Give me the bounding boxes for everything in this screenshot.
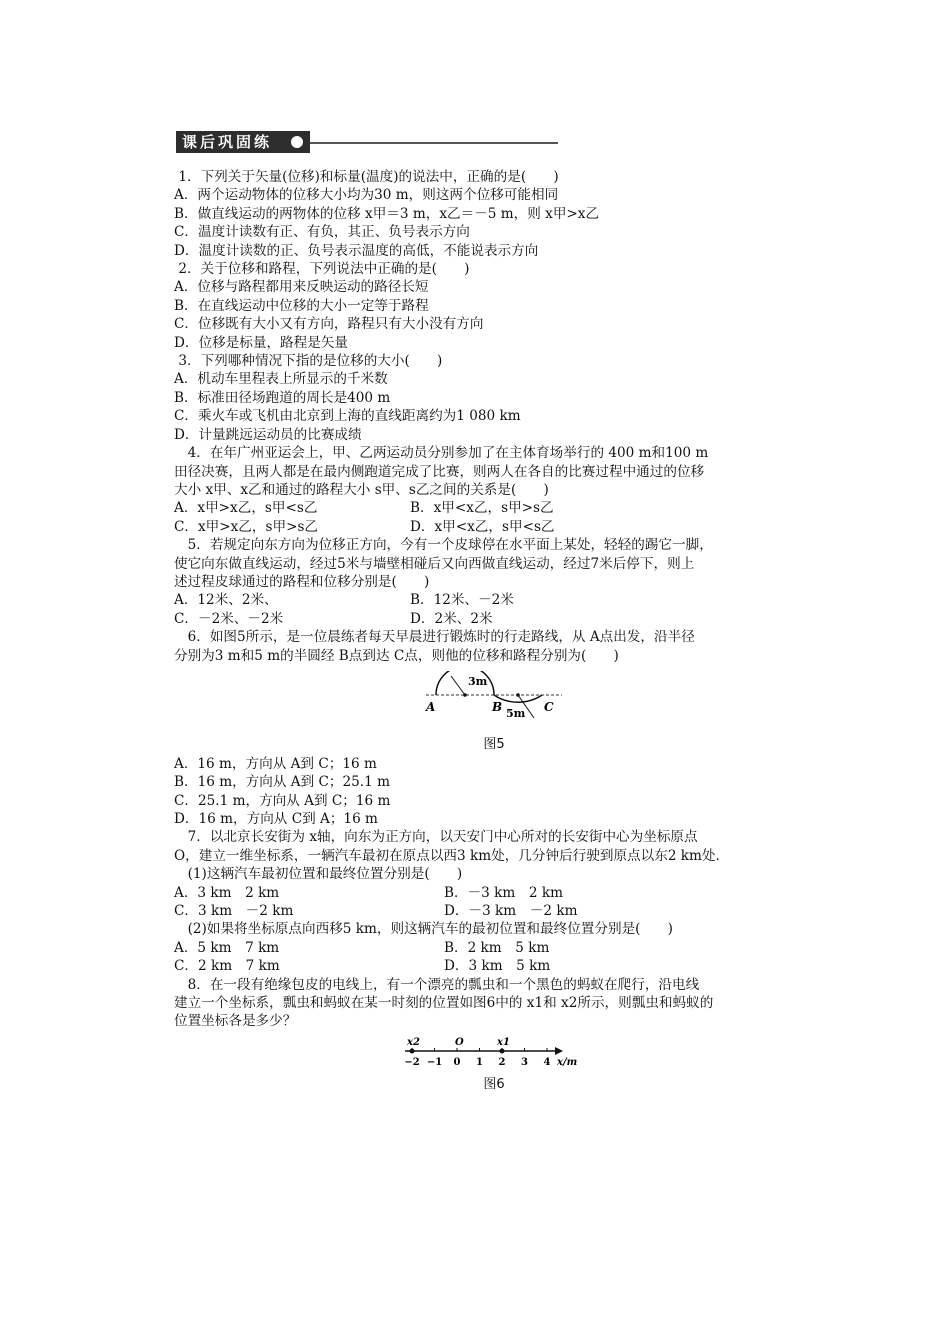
bullet-dot-icon (291, 136, 303, 148)
figure-5 (174, 671, 814, 755)
q1-stem: 1．下列关于矢量(位移)和标量(温度)的说法中，正确的是( ) (174, 169, 559, 185)
q6-option-a: A．16 m，方向从 A到 C；16 m (174, 755, 377, 772)
header-rule (310, 142, 558, 144)
q5-options-row2 (174, 610, 814, 628)
q4-stem-line3: 大小 x甲、x乙和通过的路程大小 s甲、s乙之间的关系是( ) (174, 481, 549, 498)
fig6-axis-label: x/m (557, 1056, 578, 1068)
fig5-label-r2: 5m (506, 706, 526, 720)
q7-part1-option-a: A．3 km 2 km (174, 884, 280, 901)
q4-options-row1 (174, 499, 814, 517)
q5-option-a: A．12米、2米、 (174, 592, 278, 609)
q5-options-row1 (174, 591, 814, 609)
q8-stem-line1: 8．在一段有绝缘包皮的电线上，有一个漂亮的瓢虫和一个黑色的蚂蚁在爬行，沿电线 (174, 976, 700, 993)
q3-option-c: C．乘火车或飞机由北京到上海的直线距离约为1 080 km (174, 408, 521, 425)
q6-stem-line1: 6．如图5所示，是一位晨练者每天早晨进行锻炼时的行走路线，从 A点出发，沿半径 (174, 629, 695, 646)
q2-option-a: A．位移与路程都用来反映运动的路径长短 (174, 279, 429, 296)
q4-option-d: D．x甲<x乙，s甲<s乙 (410, 518, 555, 535)
exercise-body (174, 168, 814, 1095)
figure-6 (174, 1035, 814, 1095)
q3-option-d: D．计量跳远运动员的比赛成绩 (174, 426, 362, 443)
x1-point (500, 1048, 505, 1053)
q4-stem-line2: 田径决赛，且两人都是在最内侧跑道完成了比赛，则两人在各自的比赛过程中通过的位移 (174, 463, 705, 480)
q6-option-b: B．16 m，方向从 A到 C；25.1 m (174, 774, 390, 791)
q7-stem-line2: O，建立一维坐标系，一辆汽车最初在原点以西3 km处，几分钟后行驶到原点以东2 km处. (174, 847, 720, 864)
tick-label: 1 (476, 1056, 483, 1068)
tick-label: −1 (426, 1056, 443, 1068)
q8-stem-line3: 位置坐标各是多少？ (174, 1013, 297, 1030)
tick-label: 2 (498, 1056, 506, 1068)
figure-6-caption: 图6 (483, 1077, 505, 1093)
semicircle-path-diagram (424, 671, 564, 729)
fig5-label-r1: 3m (468, 674, 488, 688)
fig6-label-x1: x1 (497, 1036, 510, 1048)
tick-label: 0 (453, 1056, 461, 1068)
q6-option-d: D．16 m，方向从 C到 A；16 m (174, 811, 378, 827)
q2-option-d: D．位移是标量，路程是矢量 (174, 334, 349, 351)
tick-label: 4 (543, 1056, 551, 1068)
q7-part2-option-a: A．5 km 7 km (174, 939, 280, 956)
q5-option-b: B．12米、－2米 (410, 592, 514, 609)
section-title: 课后巩固练 (176, 131, 310, 153)
q7-part1-row2 (174, 902, 814, 920)
q5-stem-line1: 5．若规定向东方向为位移正方向，今有一个皮球停在水平面上某处，轻轻的踢它一脚， (174, 537, 713, 554)
q7-part2-row2 (174, 957, 814, 975)
q4-options-row2 (174, 518, 814, 536)
q2-stem: 2．关于位移和路程，下列说法中正确的是( ) (174, 261, 470, 278)
q8-stem-line2: 建立一个坐标系，瓢虫和蚂蚁在某一时刻的位置如图6中的 x1和 x2所示，则瓢虫和蚂蚁的 (174, 995, 714, 1012)
q7-part2-stem: (2)如果将坐标原点向西移5 km，则这辆汽车的最初位置和最终位置分别是( ) (174, 921, 673, 938)
q1-option-d: D．温度计读数的正、负号表示温度的高低，不能说表示方向 (174, 242, 539, 259)
q3-option-b: B．标准田径场跑道的周长是400 m (174, 389, 391, 406)
q7-part1-stem: (1)这辆汽车最初位置和最终位置分别是( ) (174, 866, 463, 883)
q2-option-c: C．位移既有大小又有方向，路程只有大小没有方向 (174, 316, 484, 333)
fig5-label-a: A (426, 699, 436, 714)
q1-option-a: A．两个运动物体的位移大小均为30 m，则这两个位移可能相同 (174, 187, 559, 204)
figure-5-caption: 图5 (483, 737, 505, 753)
x2-point (410, 1048, 415, 1053)
q4-option-c: C．x甲>x乙，s甲>s乙 (174, 518, 319, 535)
q4-stem-line1: 4．在年广州亚运会上，甲、乙两运动员分别参加了在主体育场举行的 400 m和100 m (174, 445, 709, 462)
q5-stem-line2: 使它向东做直线运动，经过5米与墙壁相碰后又向西做直线运动，经过7米后停下，则上 (174, 555, 695, 572)
q3-option-a: A．机动车里程表上所显示的千米数 (174, 371, 388, 388)
q5-option-d: D．2米、2米 (410, 610, 493, 627)
q7-part1-option-c: C．3 km －2 km (174, 903, 294, 920)
fig5-label-b: B (492, 699, 503, 714)
fig5-label-c: C (544, 699, 554, 714)
q1-option-b: B．做直线运动的两物体的位移 x甲＝3 m，x乙＝－5 m，则 x甲>x乙 (174, 205, 600, 222)
q7-part2-option-d: D．3 km 5 km (444, 958, 551, 975)
fig6-label-o: O (455, 1036, 464, 1048)
q7-stem-line1: 7．以北京长安街为 x轴，向东为正方向，以天安门中心所对的长安街中心为坐标原点 (174, 829, 698, 846)
q4-option-a: A．x甲>x乙，s甲<s乙 (174, 500, 318, 517)
tick-label: −2 (404, 1056, 420, 1068)
q2-option-b: B．在直线运动中位移的大小一定等于路程 (174, 297, 429, 314)
q4-option-b: B．x甲<x乙，s甲>s乙 (410, 500, 554, 517)
number-line-diagram (399, 1035, 589, 1069)
q5-option-c: C．－2米、－2米 (174, 610, 284, 627)
q5-stem-line3: 述过程皮球通过的路程和位移分别是( ) (174, 573, 430, 590)
q7-part2-option-c: C．2 km 7 km (174, 958, 280, 975)
tick-label: 3 (521, 1056, 528, 1068)
q3-stem: 3．下列哪种情况下指的是位移的大小( ) (174, 353, 443, 370)
q6-stem-line2: 分别为3 m和5 m的半圆经 B点到达 C点，则他的位移和路程分别为( ) (174, 647, 619, 664)
q7-part1-option-d: D．－3 km －2 km (444, 903, 578, 920)
q7-part1-option-b: B．－3 km 2 km (444, 884, 563, 901)
q7-part2-row1 (174, 939, 814, 957)
q1-option-c: C．温度计读数有正、有负，其正、负号表示方向 (174, 224, 470, 241)
q6-option-c: C．25.1 m，方向从 A到 C；16 m (174, 792, 391, 809)
fig6-label-x2: x2 (407, 1036, 420, 1048)
q7-part2-option-b: B．2 km 5 km (444, 939, 550, 956)
q7-part1-row1 (174, 884, 814, 902)
